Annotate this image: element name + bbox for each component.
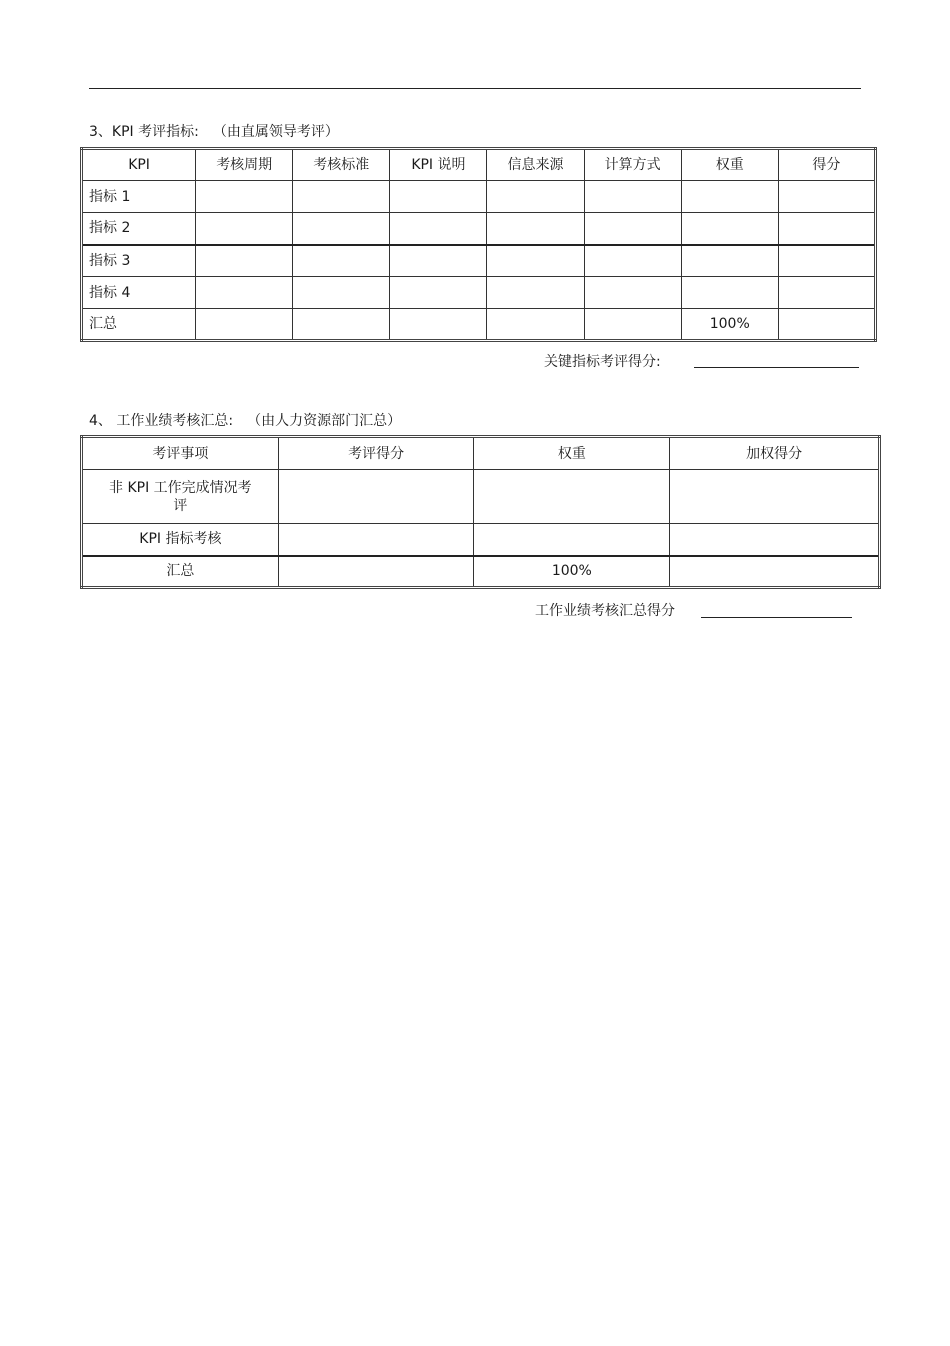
summary-score-label: 工作业绩考核汇总得分 — [535, 603, 675, 619]
summary-score-cell[interactable] — [278, 524, 474, 556]
kpi-col-header: 考核周期 — [196, 149, 293, 181]
kpi-section-title: 3、KPI 考评指标: — [89, 124, 199, 140]
kpi-col-header: 信息来源 — [487, 149, 584, 181]
summary-weighted-cell[interactable] — [670, 524, 880, 556]
summary-score-cell[interactable] — [278, 470, 474, 524]
kpi-score-label: 关键指标考评得分: — [544, 354, 661, 370]
kpi-cell[interactable] — [584, 277, 681, 309]
kpi-cell[interactable] — [196, 277, 293, 309]
summary-item-label: 非 KPI 工作完成情况考评 — [82, 470, 279, 524]
summary-section-title: 4、 工作业绩考核汇总: — [89, 413, 234, 429]
kpi-col-header: KPI — [82, 149, 196, 181]
kpi-cell[interactable] — [487, 213, 584, 245]
kpi-cell[interactable] — [293, 181, 390, 213]
kpi-cell[interactable] — [196, 309, 293, 341]
kpi-score-cell[interactable] — [778, 245, 875, 277]
kpi-weight-cell[interactable] — [681, 213, 778, 245]
kpi-score-cell[interactable] — [778, 309, 875, 341]
summary-weighted-cell[interactable] — [670, 470, 880, 524]
kpi-header-row — [82, 149, 876, 181]
kpi-cell[interactable] — [196, 245, 293, 277]
summary-item-label: 汇总 — [82, 556, 279, 588]
summary-score-cell[interactable] — [278, 556, 474, 588]
kpi-row-label: 指标 1 — [82, 181, 196, 213]
summary-item-label: KPI 指标考核 — [82, 524, 279, 556]
kpi-cell[interactable] — [584, 309, 681, 341]
kpi-weight-cell[interactable] — [681, 245, 778, 277]
kpi-cell[interactable] — [196, 181, 293, 213]
summary-section-note: （由人力资源部门汇总） — [247, 413, 402, 429]
kpi-cell[interactable] — [487, 245, 584, 277]
summary-col-header: 加权得分 — [670, 437, 880, 470]
kpi-score-cell[interactable] — [778, 277, 875, 309]
summary-row — [82, 524, 880, 556]
header-rule — [89, 88, 861, 89]
kpi-cell[interactable] — [487, 277, 584, 309]
kpi-cell[interactable] — [390, 245, 487, 277]
kpi-cell[interactable] — [487, 181, 584, 213]
kpi-cell[interactable] — [390, 309, 487, 341]
kpi-cell[interactable] — [293, 277, 390, 309]
kpi-row — [82, 181, 876, 213]
summary-score-line[interactable] — [701, 617, 852, 618]
summary-section-heading — [89, 410, 401, 430]
kpi-row — [82, 277, 876, 309]
kpi-cell[interactable] — [584, 213, 681, 245]
kpi-section-heading — [89, 121, 339, 141]
summary-header-row — [82, 437, 880, 470]
kpi-row — [82, 245, 876, 277]
kpi-col-header: 权重 — [681, 149, 778, 181]
kpi-section-note: （由直属领导考评） — [212, 124, 339, 140]
kpi-cell[interactable] — [584, 245, 681, 277]
summary-weight-cell[interactable]: 100% — [474, 556, 670, 588]
kpi-cell[interactable] — [196, 213, 293, 245]
summary-col-header: 考评事项 — [82, 437, 279, 470]
kpi-score-cell[interactable] — [778, 213, 875, 245]
summary-weighted-cell[interactable] — [670, 556, 880, 588]
kpi-table — [80, 147, 877, 342]
kpi-weight-cell[interactable] — [681, 277, 778, 309]
summary-col-header: 考评得分 — [278, 437, 474, 470]
summary-col-header: 权重 — [474, 437, 670, 470]
kpi-weight-cell[interactable] — [681, 181, 778, 213]
kpi-col-header: 得分 — [778, 149, 875, 181]
kpi-cell[interactable] — [390, 277, 487, 309]
kpi-score-line[interactable] — [694, 367, 859, 368]
kpi-row-label: 指标 3 — [82, 245, 196, 277]
kpi-cell[interactable] — [293, 309, 390, 341]
kpi-row-label: 指标 4 — [82, 277, 196, 309]
kpi-cell[interactable] — [584, 181, 681, 213]
kpi-score-cell[interactable] — [778, 181, 875, 213]
kpi-row-label: 汇总 — [82, 309, 196, 341]
kpi-cell[interactable] — [487, 309, 584, 341]
summary-weight-cell[interactable] — [474, 470, 670, 524]
kpi-row — [82, 213, 876, 245]
kpi-col-header: 考核标准 — [293, 149, 390, 181]
summary-total-row — [82, 556, 880, 588]
kpi-cell[interactable] — [390, 181, 487, 213]
summary-table — [80, 435, 881, 589]
kpi-row-label: 指标 2 — [82, 213, 196, 245]
summary-weight-cell[interactable] — [474, 524, 670, 556]
kpi-weight-cell[interactable]: 100% — [681, 309, 778, 341]
kpi-cell[interactable] — [293, 245, 390, 277]
kpi-col-header: KPI 说明 — [390, 149, 487, 181]
kpi-cell[interactable] — [293, 213, 390, 245]
kpi-total-row — [82, 309, 876, 341]
kpi-cell[interactable] — [390, 213, 487, 245]
summary-row — [82, 470, 880, 524]
kpi-col-header: 计算方式 — [584, 149, 681, 181]
